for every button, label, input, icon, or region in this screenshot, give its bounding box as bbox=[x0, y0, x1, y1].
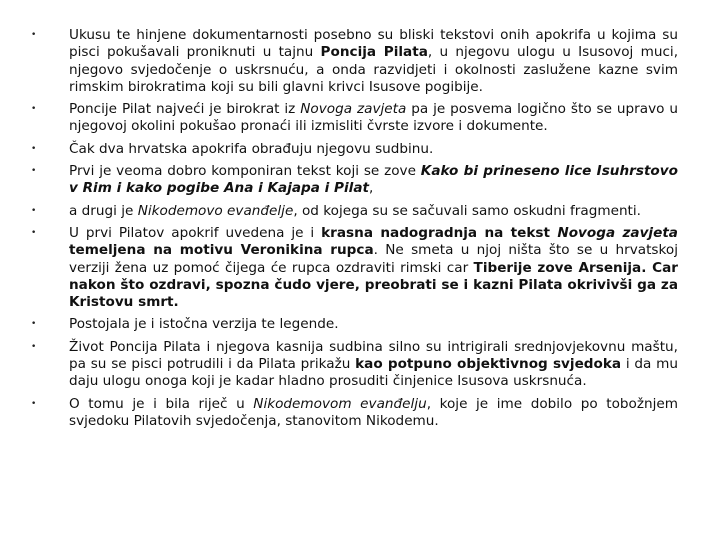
bullet-text: , bbox=[369, 180, 374, 197]
bullet-dot-icon: • bbox=[31, 104, 37, 115]
bullet-text: Tiberije zove Arsenija. Car nakon što ozdravi, spozna čudo vjere, preobrati se i kazni Pilata okrivivši ga za Kristovu smrt. bbox=[69, 259, 678, 311]
bullet-item-8 bbox=[0, 339, 720, 391]
bullet-item-4 bbox=[0, 163, 720, 198]
bullet-item-5 bbox=[0, 203, 720, 220]
bullet-text: a drugi je bbox=[69, 202, 138, 219]
bullet-dot-icon: • bbox=[31, 30, 37, 40]
bullet-item-2 bbox=[0, 101, 720, 136]
bullet-text: Novoga zavjeta bbox=[300, 101, 407, 118]
bullet-dot-icon: • bbox=[31, 319, 37, 330]
bullet-text: . Ne smeta u njoj ništa što se u hrvatskoj verziji žena uz pomoć čijega će rupca ozdraviti rimski car bbox=[69, 242, 678, 276]
bullet-list bbox=[0, 27, 720, 430]
bullet-text: Kako bi prineseno lice Isuhrstovo v Rim i kako pogibe Ana i Kajapa i Pilat bbox=[69, 163, 678, 197]
bullet-dot-icon: • bbox=[31, 205, 37, 216]
bullet-item-7 bbox=[0, 316, 720, 333]
bullet-text: krasna nadogradnja na tekst bbox=[321, 224, 558, 241]
bullet-text: Nikodemovo evanđelje bbox=[137, 202, 294, 219]
bullet-text: kao potpuno objektivnog svjedoka bbox=[355, 356, 622, 373]
bullet-dot-icon: • bbox=[31, 398, 37, 409]
bullet-dot-icon: • bbox=[31, 341, 37, 352]
bullet-item-9 bbox=[0, 396, 720, 431]
bullet-text: i da mu daju ulogu onoga koji je kadar hladno prosuditi činjenice Isusova uskrsnuća. bbox=[69, 356, 678, 390]
bullet-dot-icon: • bbox=[31, 166, 37, 177]
bullet-text: Postojala je i istočna verzija te legende. bbox=[69, 316, 339, 333]
bullet-dot-icon: • bbox=[31, 143, 37, 154]
bullet-text: pa je posvema logično što se upravo u njegovoj okolini pokušao pronaći ili izmisliti čvrste izvore i dokumente. bbox=[69, 101, 678, 135]
bullet-item-3 bbox=[0, 141, 720, 158]
bullet-text: , u njegovu ulogu u Isusovoj muci, njegovo svjedočenje o uskrsnuću, a onda razvidjeti i okolnosti zaslužene kazne svim rimskim birokratima koji su bili glavni krivci Isusove pogibije. bbox=[69, 44, 679, 95]
bullet-dot-icon: • bbox=[31, 227, 37, 238]
bullet-text: Novoga zavjeta bbox=[557, 224, 678, 241]
bullet-text: U prvi Pilatov apokrif uvedena je i bbox=[69, 224, 322, 241]
bullet-text: Poncija Pilata bbox=[320, 44, 428, 61]
bullet-item-6 bbox=[0, 225, 720, 311]
bullet-text: temeljena na motivu Veronikina rupca bbox=[69, 242, 374, 259]
bullet-text: Poncije Pilat najveći je birokrat iz bbox=[69, 101, 301, 118]
bullet-text: Život Poncija Pilata i njegova kasnija sudbina silno su intrigirali srednjovjekovnu maštu, pa su se pisci potrudili i da Pilata prikažu bbox=[69, 338, 678, 373]
bullet-text: Ukusu te hinjene dokumentarnosti posebno su bliski tekstovi onih apokrifa u kojima su pisci pokušavali proniknuti u tajnu bbox=[69, 27, 678, 61]
bullet-text: , koje je ime dobilo po tobožnjem svjedoku Pilatovih svjedočenja, stanovitom Nikodemu. bbox=[69, 395, 678, 429]
bullet-item-1 bbox=[0, 27, 720, 96]
bullet-text: Prvi je veoma dobro komponiran tekst koji se zove bbox=[69, 163, 421, 180]
bullet-text: Nikodemovom evanđelju bbox=[253, 395, 427, 412]
bullet-text: Čak dva hrvatska apokrifa obrađuju njegovu sudbinu. bbox=[69, 140, 434, 157]
bullet-text: O tomu je i bila riječ u bbox=[69, 395, 254, 412]
bullet-text: , od kojega su se sačuvali samo oskudni fragmenti. bbox=[293, 202, 641, 219]
